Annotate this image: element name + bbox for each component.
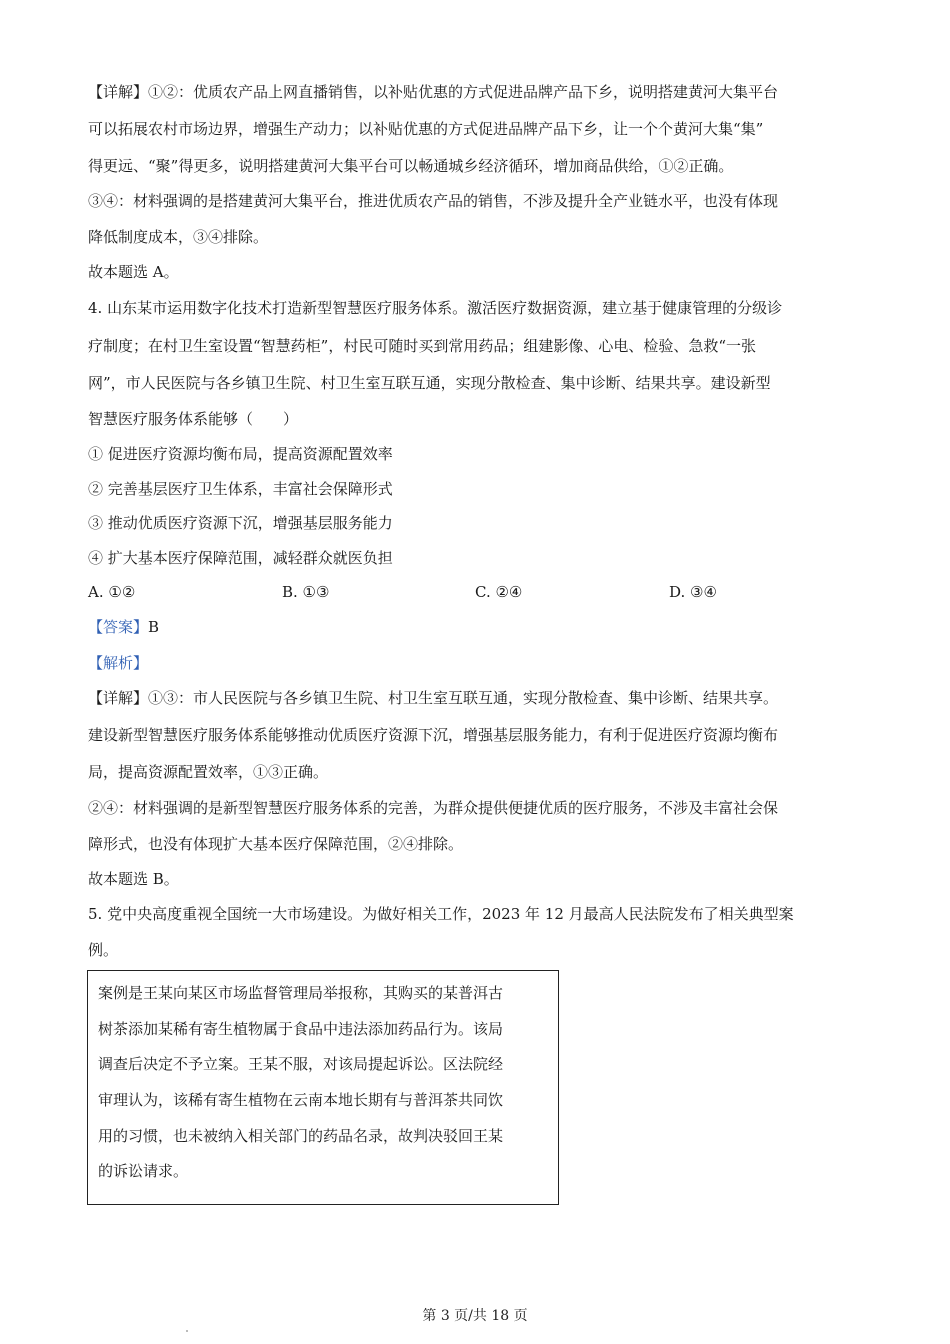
q4-option-d: D. ③④	[669, 583, 717, 601]
q4-detail-line-1: 【详解】①③：市人民医院与各乡镇卫生院、村卫生室互联互通，实现分散检查、集中诊断、结果共享。	[88, 689, 779, 707]
q3-detail-line-2: 可以拓展农村市场边界，增强生产动力；以补贴优惠的方式促进品牌产品下乡，让一个个黄河大集“集”	[88, 120, 764, 138]
case-line-3: 调查后决定不予立案。王某不服，对该局提起诉讼。区法院经	[98, 1055, 504, 1073]
q4-stem-line-2: 疗制度；在村卫生室设置“智慧药柜”，村民可随时买到常用药品；组建影像、心电、检验、急救“一张	[88, 337, 757, 355]
q4-item-4: ④ 扩大基本医疗保障范围，减轻群众就医负担	[88, 549, 393, 567]
q3-detail-line-4: ③④：材料强调的是搭建黄河大集平台，推进优质农产品的销售，不涉及提升全产业链水平，也没有体现	[88, 192, 779, 210]
q4-item-2: ② 完善基层医疗卫生体系，丰富社会保障形式	[88, 480, 393, 498]
answer-tag: 【答案】	[88, 618, 149, 636]
q5-stem-line-1: 5. 党中央高度重视全国统一大市场建设。为做好相关工作，2023 年 12 月最高人民法院发布了相关典型案	[88, 905, 794, 923]
q4-conclusion: 故本题选 B。	[88, 870, 179, 888]
q4-stem-line-3: 网”，市人民医院与各乡镇卫生院、村卫生室互联互通，实现分散检查、集中诊断、结果共享。建设新型	[88, 374, 771, 392]
page-number-footer: 第 3 页/共 18 页	[422, 1308, 528, 1324]
q3-conclusion: 故本题选 A。	[88, 263, 179, 281]
case-line-6: 的诉讼请求。	[98, 1162, 189, 1180]
q4-detail-line-2: 建设新型智慧医疗服务体系能够推动优质医疗资源下沉，增强基层服务能力，有利于促进医疗资源均衡布	[88, 726, 779, 744]
q4-stem-line-4: 智慧医疗服务体系能够（ ）	[88, 410, 299, 428]
q3-detail-line-3: 得更远、“聚”得更多，说明搭建黄河大集平台可以畅通城乡经济循环，增加商品供给，①②正确。	[88, 157, 734, 175]
case-line-4: 审理认为，该稀有寄生植物在云南本地长期有与普洱茶共同饮	[98, 1091, 504, 1109]
q4-item-1: ① 促进医疗资源均衡布局，提高资源配置效率	[88, 445, 393, 463]
case-line-5: 用的习惯，也未被纳入相关部门的药品名录，故判决驳回王某	[98, 1127, 504, 1145]
answer-value: B	[148, 618, 160, 636]
q4-analysis-tag: 【解析】	[88, 654, 149, 672]
case-line-1: 案例是王某向某区市场监督管理局举报称，其购买的某普洱古	[98, 984, 504, 1002]
q4-stem-line-1: 4. 山东某市运用数字化技术打造新型智慧医疗服务体系。激活医疗数据资源，建立基于健康管理的分级诊	[88, 299, 783, 317]
q4-option-a: A. ①②	[88, 583, 136, 601]
q5-case-box	[87, 970, 559, 1205]
q3-detail-tag: 【详解】	[88, 83, 149, 101]
q5-stem-line-2: 例。	[88, 941, 119, 959]
q4-answer	[88, 616, 159, 638]
q4-detail-tag: 【详解】	[88, 689, 149, 707]
q4-option-b: B. ①③	[282, 583, 330, 601]
q4-item-3: ③ 推动优质医疗资源下沉，增强基层服务能力	[88, 514, 393, 532]
q4-option-c: C. ②④	[475, 583, 523, 601]
q3-detail-line-1: 【详解】①②：优质农产品上网直播销售，以补贴优惠的方式促进品牌产品下乡，说明搭建黄河大集平台	[88, 83, 779, 101]
q4-detail-line-5: 障形式，也没有体现扩大基本医疗保障范围，②④排除。	[88, 835, 464, 853]
q4-detail-line-3: 局，提高资源配置效率，①③正确。	[88, 763, 329, 781]
q4-detail-line-4: ②④：材料强调的是新型智慧医疗服务体系的完善，为群众提供便捷优质的医疗服务，不涉及丰富社会保	[88, 799, 779, 817]
q3-detail-line-5: 降低制度成本，③④排除。	[88, 228, 269, 246]
speck-mark	[186, 1330, 188, 1332]
case-line-2: 树茶添加某稀有寄生植物属于食品中违法添加药品行为。该局	[98, 1020, 504, 1038]
